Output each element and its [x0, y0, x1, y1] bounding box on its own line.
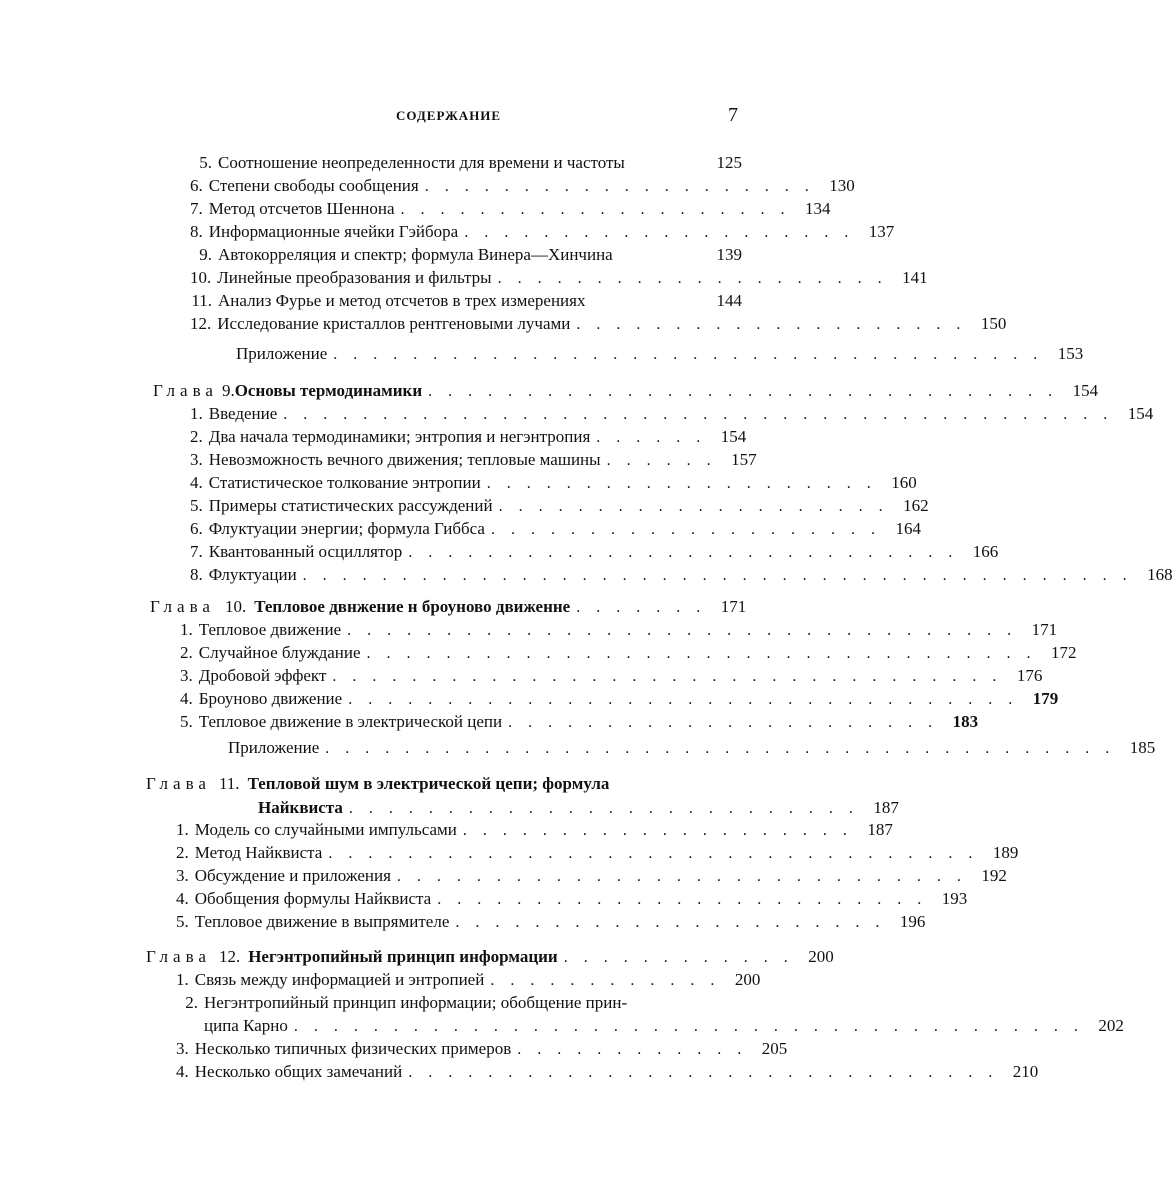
- entry-number: 1.: [176, 970, 189, 989]
- entry-number: 7.: [190, 199, 203, 218]
- entry-title: Примеры статистических рассуждений: [208, 496, 493, 515]
- leader-dots: . . . . . . . . . . . . . . . . . . . .: [576, 316, 967, 333]
- toc-entry: [190, 313, 1007, 335]
- chapter-number: 11.: [218, 774, 240, 793]
- toc-entry: [190, 221, 895, 243]
- entry-page: 205: [761, 1039, 788, 1058]
- entry-title: Несколько типичных физических примеров: [194, 1039, 512, 1058]
- entry-page: 200: [734, 970, 761, 989]
- entry-title: Метод отсчетов Шеннона: [208, 199, 395, 218]
- chapter-heading: [146, 773, 742, 795]
- entry-title: Тепловое движение в выпрямителе: [194, 912, 450, 931]
- entry-page: 176: [1016, 666, 1043, 685]
- entry-title: Флуктуации энергии; формула Гиббса: [208, 519, 485, 538]
- toc-entry: [180, 642, 1077, 664]
- entry-title: Статистическое толкование энтропии: [208, 473, 481, 492]
- toc-entry: [176, 842, 1019, 864]
- toc-entry: [176, 1061, 1039, 1083]
- leader-dots: . . . . . . . . . . . . . . . . . . . .: [400, 201, 791, 218]
- chapter-number: 10.: [224, 597, 247, 616]
- entry-page: 193: [941, 889, 968, 908]
- leader-dots: . . . . . . . . . . . . . . . . . . . . . . . . . . . . . .: [408, 1064, 999, 1081]
- entry-number: 6.: [190, 519, 203, 538]
- entry-page: 171: [720, 597, 747, 616]
- entry-page: 185: [1129, 738, 1156, 757]
- toc-entry: [176, 1038, 788, 1060]
- entry-page: 210: [1012, 1062, 1039, 1081]
- entry-title: Броуново движение: [198, 689, 343, 708]
- entry-title: Невозможность вечного движения; тепловые машины: [208, 450, 601, 469]
- leader-dots: . . . . . . . . . . . . . . . . . . . . . . . . . .: [348, 800, 859, 817]
- leader-dots: . . . . . . . . . . . . . . . . . . . .: [464, 224, 855, 241]
- chapter-prefix: Глава: [146, 947, 211, 966]
- toc-entry: [190, 403, 1154, 425]
- entry-page: 200: [808, 947, 834, 966]
- leader-dots: . . . . . . . . . . . . . . . . . . . . . . . . . . . . . . . .: [428, 383, 1059, 400]
- leader-dots: . . . . . . . . . . . . . . . . . . . . . . . . . . . . . . . . . . . . . . . . . .: [302, 567, 1133, 584]
- leader-dots: . . . . . .: [606, 452, 717, 469]
- entry-page: 160: [891, 473, 917, 492]
- entry-number: 9.: [199, 245, 212, 264]
- toc-entry: [176, 865, 1007, 887]
- entry-title: Тепловое движение в электрической цепи: [198, 712, 503, 731]
- leader-dots: . . . . . . . . . . . . . . . . . . . . . . . . . . . . . . . . . . . .: [333, 346, 1044, 363]
- entry-page: 154: [720, 427, 747, 446]
- entry-page: 168: [1147, 565, 1173, 584]
- leader-dots: . . . . . . . . . . . . . . . . . . . .: [486, 475, 877, 492]
- entry-page: 192: [981, 866, 1007, 885]
- entry-page: 125: [716, 153, 742, 172]
- leader-dots: . . . . . . . . . . . .: [563, 949, 794, 966]
- toc-entry: [190, 426, 747, 448]
- entry-number: 4.: [176, 889, 189, 908]
- leader-dots: . . . . . .: [596, 429, 707, 446]
- entry-title: Введение: [208, 404, 278, 423]
- chapter-title: Тепловое двнжение н броуново движенне: [254, 597, 571, 616]
- entry-number: 4.: [190, 473, 203, 492]
- leader-dots: . . . . . . . . . . . . . . . . . . . . . . . . . . . .: [408, 544, 959, 561]
- toc-entry: [190, 175, 855, 197]
- toc-entry: [180, 688, 1059, 710]
- toc-entry: [176, 819, 893, 841]
- entry-page: 196: [899, 912, 926, 931]
- entry-page: 179: [1032, 689, 1059, 708]
- leader-dots: . . . . . . . . . . . . . . . . . . . .: [424, 178, 815, 195]
- toc-entry: [190, 518, 921, 540]
- entry-number: 5.: [180, 712, 193, 731]
- toc-entry-continuation: [204, 1015, 1124, 1037]
- chapter-heading: [146, 946, 834, 968]
- chapter-title: Тепловой шум в электрической цепи; формула: [247, 774, 610, 793]
- chapter-title: Основы термодинамики: [234, 381, 423, 400]
- entry-title: Квантованный осциллятор: [208, 542, 403, 561]
- leader-dots: . . . . . . . . . . . . . . . . . . . .: [462, 822, 853, 839]
- leader-dots: . . . . . . . . . . . . . . . . . . . . . . . . . . . . . . . . . .: [332, 668, 1003, 685]
- page-number: 7: [728, 104, 738, 126]
- toc-entry: [190, 449, 757, 471]
- entry-number: 1.: [180, 620, 193, 639]
- entry-number: 1.: [176, 820, 189, 839]
- entry-number: 10.: [190, 268, 212, 287]
- entry-page: 154: [1072, 381, 1099, 400]
- entry-page: 139: [716, 245, 742, 264]
- entry-title: Случайное блуждание: [198, 643, 361, 662]
- entry-page: 189: [992, 843, 1019, 862]
- entry-page: 162: [903, 496, 929, 515]
- entry-page: 183: [952, 712, 979, 731]
- entry-title: Модель со случайными импульсами: [194, 820, 457, 839]
- entry-title: Связь между информацией и энтропией: [194, 970, 485, 989]
- entry-number: 3.: [190, 450, 203, 469]
- entry-page: 166: [972, 542, 999, 561]
- toc-entry: [190, 267, 928, 289]
- entry-title: Обсуждение и приложения: [194, 866, 391, 885]
- toc-appendix: [218, 343, 1084, 365]
- entry-title: Тепловое движение: [198, 620, 342, 639]
- entry-title: Приложение: [236, 344, 328, 363]
- entry-title: Соотношение неопределенности для времени и частоты: [218, 153, 625, 172]
- leader-dots: . . . . . . . . . . . .: [490, 972, 721, 989]
- entry-number: 2.: [176, 843, 189, 862]
- leader-dots: . . . . . . . . . . . . . . . . . . . . . . . . . . . . . . . . . .: [348, 691, 1019, 708]
- leader-dots: . . . . . . . . . . . . . . . . . . . . . . . . . . . . .: [396, 868, 967, 885]
- toc-entry: [190, 472, 917, 494]
- entry-number: 4.: [180, 689, 193, 708]
- leader-dots: . . . . . . . . . . . . . . . . . . . . . . . . . . . . . . . . . . . . . . . .: [293, 1018, 1084, 1035]
- entry-page: 150: [980, 314, 1007, 333]
- entry-page: 172: [1051, 643, 1077, 662]
- entry-number: 2.: [185, 993, 198, 1012]
- toc-entry: [190, 290, 742, 312]
- entry-title: Дробовой эффект: [198, 666, 327, 685]
- leader-dots: . . . . . . . . . . . . . . . . . . . . . . . . . . . . . . . . .: [328, 845, 979, 862]
- chapter-number: 12.: [218, 947, 241, 966]
- header-title: СОДЕРЖАНИЕ: [396, 108, 502, 123]
- leader-dots: . . . . . . . . . . . . . . . . . . . .: [497, 270, 888, 287]
- entry-title: Метод Найквиста: [194, 843, 323, 862]
- entry-number: 5.: [176, 912, 189, 931]
- entry-page: 144: [716, 291, 742, 310]
- entry-title: Информационные ячейки Гэйбора: [208, 222, 459, 241]
- leader-dots: . . . . . . . . . . . . . . . . . . . . . . . . . . . . . . . . . .: [366, 645, 1037, 662]
- entry-title: Флуктуации: [208, 565, 297, 584]
- entry-number: 6.: [190, 176, 203, 195]
- chapter-prefix: Глава: [150, 597, 215, 616]
- entry-number: 2.: [180, 643, 193, 662]
- chapter-title: Найквиста: [258, 798, 343, 817]
- leader-dots: . . . . . . . . . . . . . . . . . . . . . . . . . . . . . . . . . . . . . . . .: [325, 740, 1116, 757]
- leader-dots: . . . . . . .: [576, 599, 707, 616]
- toc-entry: [190, 198, 831, 220]
- toc-entry: [176, 911, 926, 933]
- chapter-prefix: Глава: [153, 381, 218, 400]
- entry-number: 11.: [191, 291, 212, 310]
- toc-entry: [190, 152, 742, 174]
- chapter-prefix: Глава: [146, 774, 211, 793]
- leader-dots: . . . . . . . . . . . . . . . . . . . . . .: [508, 714, 939, 731]
- entry-page: 137: [868, 222, 895, 241]
- entry-page: 153: [1057, 344, 1084, 363]
- entry-page: 202: [1098, 1016, 1124, 1035]
- leader-dots: . . . . . . . . . . . .: [517, 1041, 748, 1058]
- leader-dots: . . . . . . . . . . . . . . . . . . . .: [490, 521, 881, 538]
- toc-entry: [190, 541, 999, 563]
- entry-title: Степени свободы сообщения: [208, 176, 419, 195]
- chapter-number: 9.: [221, 381, 235, 400]
- toc-entry: [180, 665, 1043, 687]
- entry-number: 3.: [176, 1039, 189, 1058]
- entry-title: Исследование кристаллов рентгеновыми лучами: [217, 314, 571, 333]
- entry-title: Анализ Фурье и метод отсчетов в трех измерениях: [218, 291, 586, 310]
- entry-number: 5.: [199, 153, 212, 172]
- toc-entry: [176, 969, 761, 991]
- entry-number: 12.: [190, 314, 212, 333]
- leader-dots: . . . . . . . . . . . . . . . . . . . . . .: [455, 914, 886, 931]
- chapter-heading: [150, 596, 747, 618]
- entry-title: ципа Карно: [204, 1016, 288, 1035]
- chapter-title: Негэнтропийный принцип информации: [248, 947, 558, 966]
- toc-entry: [190, 495, 929, 517]
- leader-dots: . . . . . . . . . . . . . . . . . . . . . . . . . . . . . . . . . .: [347, 622, 1018, 639]
- leader-dots: . . . . . . . . . . . . . . . . . . . . . . . . . . . . . . . . . . . . . . . . . .: [283, 406, 1114, 423]
- entry-number: 2.: [190, 427, 203, 446]
- entry-page: 157: [731, 450, 757, 469]
- chapter-heading-continuation: [258, 797, 899, 819]
- entry-page: 164: [895, 519, 921, 538]
- entry-page: 187: [867, 820, 893, 839]
- entry-title: Два начала термодинамики; энтропия и негэнтропия: [208, 427, 591, 446]
- entry-page: 171: [1031, 620, 1058, 639]
- entry-title: Негэнтропийный принцип информации; обобщение прин-: [204, 993, 628, 1012]
- entry-title: Приложение: [228, 738, 320, 757]
- chapter-heading: [153, 380, 1099, 402]
- entry-page: 134: [805, 199, 831, 218]
- entry-page: 154: [1127, 404, 1154, 423]
- leader-dots: . . . . . . . . . . . . . . . . . . . . . . . . .: [437, 891, 928, 908]
- entry-number: 8.: [190, 565, 203, 584]
- toc-entry: [190, 244, 742, 266]
- entry-number: 3.: [176, 866, 189, 885]
- entry-title: Несколько общих замечаний: [194, 1062, 403, 1081]
- entry-number: 1.: [190, 404, 203, 423]
- toc-entry: [190, 564, 1173, 586]
- entry-number: 8.: [190, 222, 203, 241]
- entry-number: 7.: [190, 542, 203, 561]
- entry-number: 3.: [180, 666, 193, 685]
- toc-entry: [180, 711, 979, 733]
- entry-page: 187: [873, 798, 899, 817]
- entry-title: Линейные преобразования и фильтры: [217, 268, 492, 287]
- entry-page: 130: [829, 176, 855, 195]
- entry-page: 141: [902, 268, 928, 287]
- entry-number: 5.: [190, 496, 203, 515]
- entry-title: Автокорреляция и спектр; формула Винера—Хинчина: [218, 245, 613, 264]
- entry-title: Обобщения формулы Найквиста: [194, 889, 432, 908]
- entry-number: 4.: [176, 1062, 189, 1081]
- toc-appendix: [218, 737, 1156, 759]
- toc-entry: [180, 619, 1058, 641]
- toc-entry: [176, 888, 968, 910]
- leader-dots: . . . . . . . . . . . . . . . . . . . .: [498, 498, 889, 515]
- toc-entry: [176, 992, 742, 1014]
